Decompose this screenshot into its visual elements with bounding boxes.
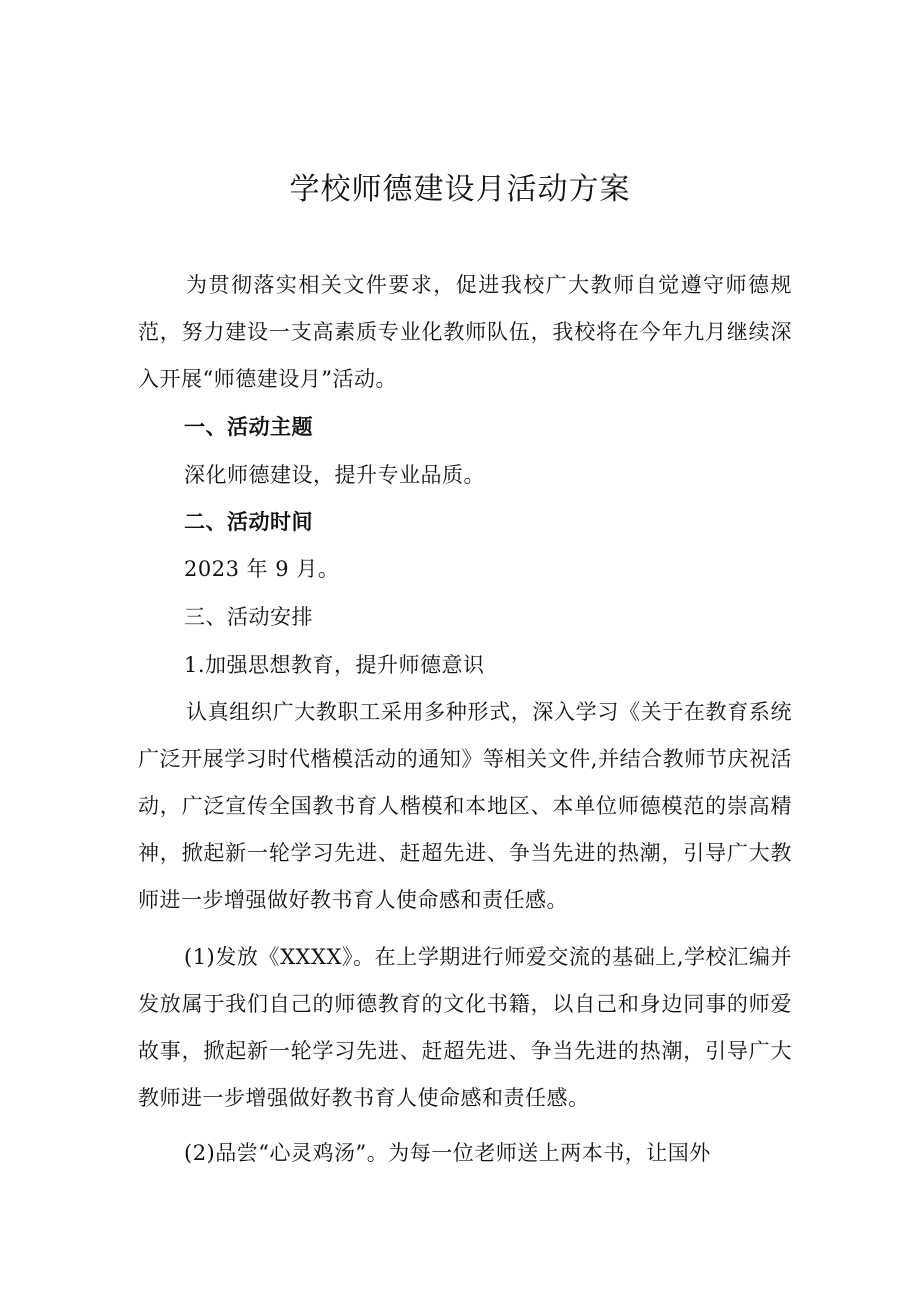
subitem-2-paragraph: (2)品尝“心灵鸡汤”。为每一位老师送上两本书，让国外 xyxy=(184,1141,711,1165)
section-heading-theme: 一、活动主题 xyxy=(184,415,313,439)
subitem-1-paragraph: (1)发放《XXXX》。在上学期进行师爱交流的基础上,学校汇编并发放属于我们自己的师德教育的文化书籍，以自己和身边同事的师爱故事，掀起新一轮学习先进、赶超先进、争当先进的热潮，引导广大教师进一步增强做好教书育人使命感和责任感。 xyxy=(138,945,792,1110)
section-theme-text: 深化师德建设，提升专业品质。 xyxy=(184,463,485,487)
section-heading-arrangement: 三、活动安排 xyxy=(184,605,313,629)
section-time-text: 2023 年 9 月。 xyxy=(184,557,340,581)
intro-paragraph: 为贯彻落实相关文件要求，促进我校广大教师自觉遵守师德规范，努力建设一支高素质专业化教师队伍，我校将在今年九月继续深入开展“师德建设月”活动。 xyxy=(138,273,792,391)
item-heading-education: 1.加强思想教育，提升师德意识 xyxy=(184,653,485,677)
section-heading-time: 二、活动时间 xyxy=(184,510,313,534)
item-education-paragraph: 认真组织广大教职工采用多种形式，深入学习《关于在教育系统广泛开展学习时代楷模活动的通知》等相关文件,并结合教师节庆祝活动，广泛宣传全国教书育人楷模和本地区、本单位师德模范的崇高精神，掀起新一轮学习先进、赶超先进、争当先进的热潮，引导广大教师进一步增强做好教书育人使命感和责任感。 xyxy=(138,700,792,912)
document-title: 学校师德建设月活动方案 xyxy=(289,172,631,207)
